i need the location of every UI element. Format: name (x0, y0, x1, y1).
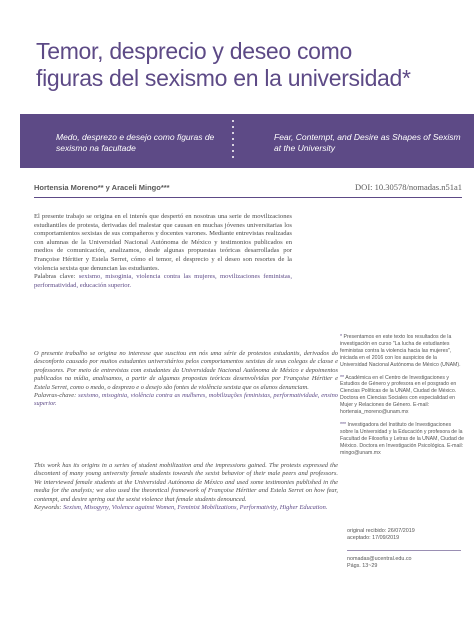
meta-divider (347, 550, 461, 551)
keywords-label-en: Keywords: (34, 504, 62, 512)
footnote-3 (340, 422, 464, 457)
journal-email[interactable]: nomadas@ucentral.edu.co (347, 556, 412, 562)
keywords-en: Sexism, Misogyny, Violence against Women, Feminist Mobilizations, Performativity, Higher Education. (63, 504, 328, 512)
footnote-2 (340, 375, 464, 416)
abstract-english-text: This work has its origins in a series of student mobilization and the impressions gained. The protests expressed the discontent of many young university female students towards the sexist behavior of their male peers and professors. We interviewed female students at the Universidad Autónoma de México and used some testimonies published in the media for the analysis; we also used the theoretical framework of Françoise Héritier and Estela Serret on how fear, contempt, and desire spring out the sexist violence that female students denounced. (34, 462, 338, 503)
footnote-2-text: Académica en el Centro de Investigaciones y Estudios de Género y profesora en el posgrado en Ciencias Políticas de la UNAM, Ciudad de México. Doctora en Ciencias Sociales con especialidad en Mujer y Relaciones de Género. E-mail: hortensia_moreno@unam.mx (340, 374, 457, 416)
authors-byline: Hortensia Moreno** y Araceli Mingo*** (34, 183, 170, 192)
footnotes-sidebar (340, 334, 464, 463)
abstract-spanish (34, 213, 292, 290)
keywords-es: sexismo, misoginia, violencia contra las mujeres, movilizaciones feministas, performatividad, educación superior. (34, 273, 293, 289)
article-dates (347, 528, 465, 542)
footnote-1-text: Presentamos en este texto los resultados de la investigación en curso "La lucha de estudiantes feministas contra la violencia hacia las mujeres", iniciada en el 2016 con los auspicios de la Universidad Nacional Autónoma de México (UNAM). (340, 334, 461, 368)
page-range: Págs. 13~29 (347, 563, 378, 569)
keywords-label-es: Palabras clave: (34, 273, 76, 281)
dotted-divider (231, 120, 235, 162)
title-line-1: Temor, desprecio y deseo como (36, 38, 353, 64)
accepted-date: aceptado: 17/09/2019 (347, 535, 400, 541)
journal-contact (347, 556, 465, 570)
keywords-label-pt: Palavras-chave: (34, 392, 77, 400)
header-rule (34, 197, 462, 198)
abstract-spanish-text: El presente trabajo se origina en el interés que despertó en nosotras una serie de movilizaciones estudiantiles de protesta, derivadas del malestar que causan en muchas jóvenes universitarias los comportamientos sexistas de sus compañeros y docentes varones. Mediante entrevistas realizadas con alumnas de la Universidad Nacional Autónoma de México y testimonios publicados en medios de comunicación, analizamos, desde algunas propuestas teóricas desarrolladas por Françoise Héritier y Estela Serret, cómo el temor, el desprecio y el deseo son resortes de la violencia sexista que denuncian las estudiantes. (34, 213, 292, 272)
keywords-pt: sexismo, misoginia, violência contra as mulheres, mobilizações feministas, performatividade, ensino superior. (34, 392, 338, 408)
footnote-2-mark: ** (340, 374, 345, 381)
footnote-1 (340, 334, 464, 369)
doi-link[interactable]: DOI: 10.30578/nomadas.n51a1 (355, 182, 462, 192)
abstract-portuguese (34, 350, 338, 409)
received-date: original recibido: 26/07/2019 (347, 528, 415, 534)
title-line-2: figuras del sexismo en la universidad* (36, 65, 411, 91)
english-title: Fear, Contempt, and Desire as Shapes of Sexism at the University (274, 132, 461, 153)
footnote-3-text: Investigadora del Instituto de Investigaciones sobre la Universidad y la Educación y profesora de la Facultad de Filosofía y Letras de la UNAM, Ciudad de México. Doctora en Investigación Psicológica. E-mail: mingo@unam.mx (340, 421, 464, 456)
footnote-3-mark: *** (340, 421, 347, 428)
portuguese-title: Medo, desprezo e desejo como figuras de sexismo na facultade (56, 132, 215, 153)
article-title (36, 38, 456, 92)
abstract-english (34, 462, 338, 512)
abstract-portuguese-text: O presente trabalho se origina no interesse que suscitou em nós uma série de protestos estudantis, derivados do desconforto causado por muitos estudantes universitários pelos comportamentos sexistas de seus colegas de classe e professores. Por meio de entrevistas com estudantes da Universidade Nacional Autônoma de México e depoimentos publicados na mídia, analisamos, a partir de algumas propostas teóricas desenvolvidas por Françoise Héritier e Estela Serret, como o medo, o desprezo e o desejo são fontes de violência sexista que os alunos denunciam. (34, 350, 338, 391)
footnote-1-mark: * (340, 334, 343, 340)
